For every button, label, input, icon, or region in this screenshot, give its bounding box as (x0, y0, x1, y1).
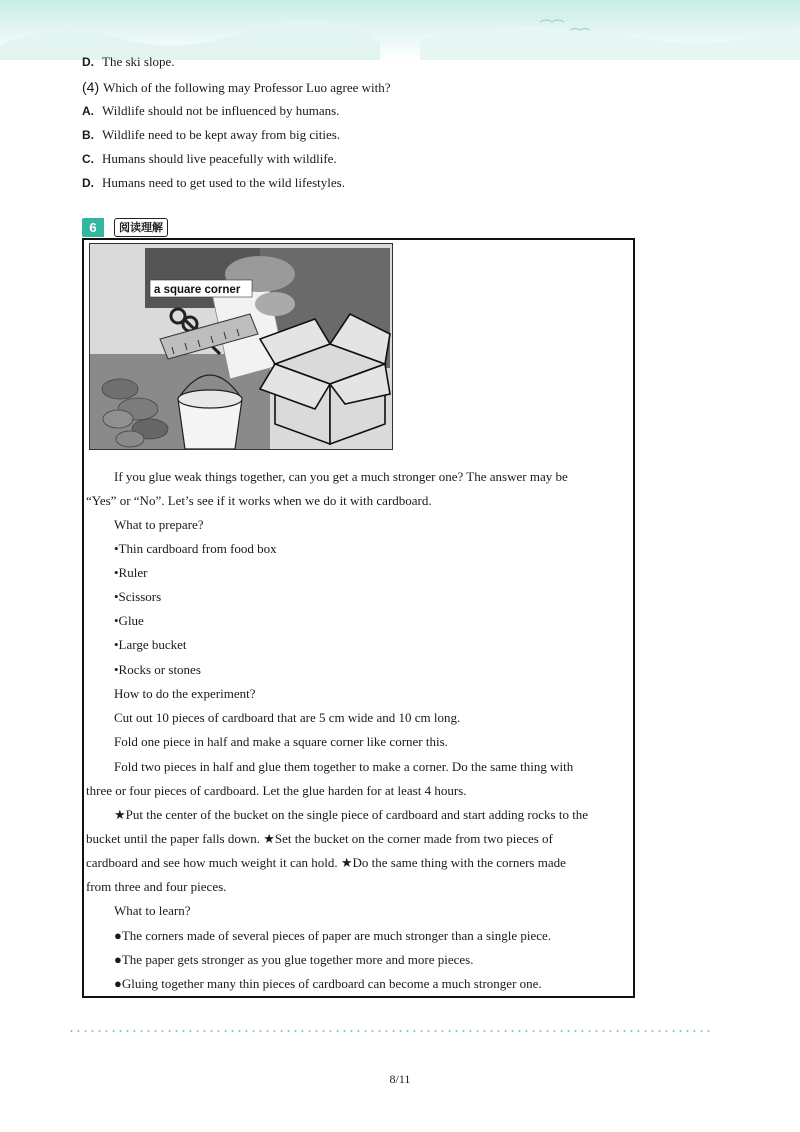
option-b (82, 126, 340, 144)
step-4-line-1: ★Put the center of the bucket on the single piece of cardboard and start adding rocks to the (114, 807, 589, 822)
option-text: The ski slope. (102, 54, 175, 69)
option-a (82, 102, 339, 120)
material-item: •Large bucket (114, 637, 187, 652)
material-item: •Scissors (114, 589, 162, 604)
experiment-figure (89, 243, 393, 450)
step-2: Fold one piece in half and make a square corner like corner this. (114, 734, 448, 749)
section-type-tag: 阅读理解 (114, 218, 168, 237)
learn-item: ●The paper gets stronger as you glue together more and more pieces. (114, 952, 474, 967)
step-4-line-2: bucket until the paper falls down. ★Set the bucket on the corner made from two pieces of (86, 831, 553, 846)
figure-label: a square corner (154, 284, 241, 296)
step-3-line-1: Fold two pieces in half and glue them together to make a corner. Do the same thing with (114, 759, 574, 774)
passage-intro-line-1: If you glue weak things together, can you get a much stronger one? The answer may be (114, 469, 568, 484)
step-4-line-3: cardboard and see how much weight it can hold. ★Do the same thing with the corners made (86, 855, 566, 870)
option-text: Humans should live peacefully with wildlife. (102, 151, 337, 166)
option-letter: D. (82, 55, 94, 69)
step-4-line-4: from three and four pieces. (86, 879, 227, 894)
header-banner (0, 0, 800, 60)
question-text: Which of the following may Professor Luo agree with? (103, 80, 391, 95)
page-number: 8/11 (389, 1072, 411, 1086)
option-letter: D. (82, 176, 94, 190)
footer-divider (68, 1030, 712, 1032)
step-3-line-2: three or four pieces of cardboard. Let the glue harden for at least 4 hours. (86, 783, 467, 798)
option-letter: B. (82, 128, 94, 142)
prepare-heading: What to prepare? (114, 517, 204, 532)
material-item: •Glue (114, 613, 144, 628)
learn-item: ●Gluing together many thin pieces of cardboard can become a much stronger one. (114, 976, 542, 991)
how-heading: How to do the experiment? (114, 686, 256, 701)
learn-heading: What to learn? (114, 903, 191, 918)
question-number: (4) (82, 79, 100, 95)
option-letter: C. (82, 152, 94, 166)
option-c (82, 150, 337, 168)
option-text: Wildlife should not be influenced by humans. (102, 103, 340, 118)
learn-item: ●The corners made of several pieces of paper are much stronger than a single piece. (114, 928, 552, 943)
section-number-badge: 6 (82, 218, 104, 237)
passage-intro-line-2: “Yes” or “No”. Let’s see if it works when we do it with cardboard. (86, 493, 432, 508)
step-1: Cut out 10 pieces of cardboard that are 5 cm wide and 10 cm long. (114, 710, 461, 725)
option-text: Humans need to get used to the wild lifestyles. (102, 175, 345, 190)
material-item: •Rocks or stones (114, 662, 201, 677)
figure-illustration (90, 244, 393, 450)
option-text: Wildlife need to be kept away from big cities. (102, 127, 341, 142)
option-letter: A. (82, 104, 94, 118)
option-d-prev (82, 53, 175, 71)
material-item: •Ruler (114, 565, 148, 580)
question-4-stem (82, 78, 391, 97)
material-item: •Thin cardboard from food box (114, 541, 277, 556)
option-d (82, 174, 345, 192)
